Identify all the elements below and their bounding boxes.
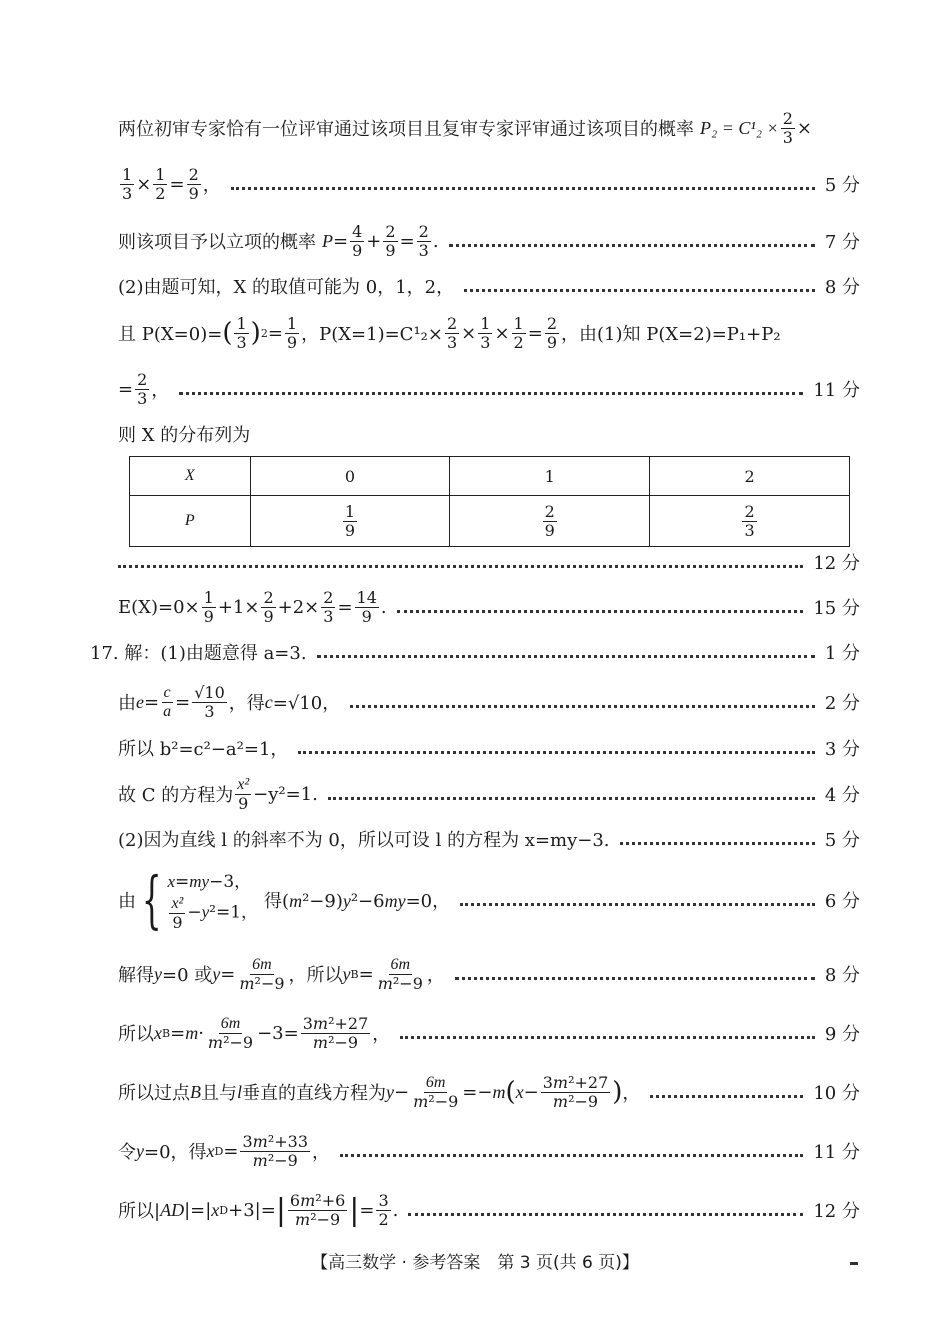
score: 10 分 [813,1083,860,1104]
line-equation-c: 故 C 的方程为 $\frac{\text{x²}}{9}$ −y²=1. 4 分 [118,775,860,813]
table-row [130,457,850,496]
table-cell: $\frac{1}{9}$ [250,496,450,547]
line-xd: 令 y =0，得 x D = $\frac{\text{3m²+33}}{\text{m²−9}}$ ， 11 分 [118,1131,860,1170]
corner-mark [850,1262,858,1265]
leader-dots [231,187,815,190]
table-cell: P [130,496,251,547]
table-cell: $\frac{2}{9}$ [450,496,650,547]
score: 2 分 [824,693,860,714]
leader-dots [455,977,815,980]
score: 12 分 [813,553,860,574]
line-xb: 所以 x B = m · $\frac{6m}{\text{m²−9}}$ −3= $\frac{\text{3m²+27}}{\text{m²−9}}$ ， 9 分 [118,1013,860,1052]
line-prob-approve: 则该项目予以立项的概率 P = $\frac{4}{9}$ + $\frac{2}{9}$ = $\frac{2}{3}$ . 7 分 [118,221,860,260]
frac-2-3: $\frac{2}{3}$ [782,108,793,147]
score: 12 分 [813,1201,860,1222]
line-perp: 所以过点 B 且与 l 垂直的直线方程为 y − $\frac{6m}{\text{m²−9}}$ =− m ( x − $\frac{\text{3m²+27}}{\text{m²−9}}$ ) ， 10 分 [118,1072,860,1111]
leader-dots [328,797,815,800]
leader-dots [449,244,815,247]
score: 6 分 [824,891,860,912]
line-p2-result: $\frac{1}{3}$ × $\frac{1}{2}$ = $\frac{2}{9}$ ， 5 分 [122,164,860,203]
line-line-l: (2)因为直线 l 的斜率不为 0，所以可设 l 的方程为 x=my−3. 5 分 [118,819,860,859]
score: 11 分 [813,1142,860,1163]
table-cell: 2 [650,457,850,496]
score: 5 分 [824,830,860,851]
leader-dots [350,705,815,708]
leader-dots [298,751,814,754]
leader-dots [397,610,804,613]
table-cell: $\frac{2}{3}$ [650,496,850,547]
line-table-score [118,542,860,582]
line-ad: 所以| AD |=| x D +3|= | $\frac{\text{6m²+6}}{\text{m²−9}}$ | = $\frac{3}{2}$ . 12 分 [118,1190,860,1229]
leader-dots [460,903,815,906]
line-b-squared: 所以 b²=c²−a²=1， 3 分 [118,728,860,768]
leader-dots [118,565,803,568]
leader-dots [340,1154,803,1157]
score: 9 分 [824,1024,860,1045]
table-cell: 0 [250,457,450,496]
score: 4 分 [824,785,860,806]
p2-expr: P₂ = C¹₂ × [700,117,779,138]
line-p2-intro: 两位初审专家恰有一位评审通过该项目且复审专家评审通过该项目的概率 P₂ = C¹₂ × $\frac{2}{3}$ × [118,108,812,147]
leader-dots [620,842,815,845]
line-eccentricity: 由 e = $\frac{c}{a}$ = $\frac{√10}{3}$ ，得 c =√10， 2 分 [118,682,860,721]
score: 5 分 [824,175,860,196]
leader-dots [650,1095,803,1098]
page-footer: 【高三数学 · 参考答案 第 3 页(共 6 页)】 [311,1253,639,1273]
table-row [130,496,850,547]
score: 11 分 [813,380,860,401]
line-probabilities: 且 P(X=0)= ( $\frac{1}{3}$ ) 2 = $\frac{1}{9}$ ，P(X=1)=C¹₂× $\frac{2}{3}$ × $\frac{1}{3}$ × $\frac{1}{2}$ = $\frac{2}{9}$ ，由(1)知 P(X=2)=P₁+P₂ [118,313,781,352]
line-q17-head: 17. 解：(1)由题意得 a=3. 1 分 [90,632,860,672]
line-system: 由 { x=my−3， $\frac{\text{x²}}{9}$ −y²=1， 得(m²−9)y²−6my=0， 6 分 [118,863,860,936]
leader-dots [464,289,815,292]
leader-dots [317,655,815,658]
line-px2: = $\frac{2}{3}$ ， 11 分 [118,369,860,408]
score: 15 分 [813,598,860,619]
score: 7 分 [824,232,860,253]
score: 8 分 [824,277,860,298]
line-expectation: E(X)=0× $\frac{1}{9}$ +1× $\frac{2}{9}$ +2× $\frac{2}{3}$ = $\frac{14}{9}$ . 15 分 [118,587,860,626]
line-part2-values: (2)由题可知，X 的取值可能为 0，1，2， 8 分 [118,266,860,306]
score: 8 分 [824,965,860,986]
score: 1 分 [824,643,860,664]
line-dist-intro: 则 X 的分布列为 [118,425,251,446]
line-solve-y: 解得 y =0 或 y = $\frac{6m}{\text{m²−9}}$ ，所以 y B = $\frac{6m}{\text{m²−9}}$ ， 8 分 [118,955,860,993]
leader-dots [179,392,803,395]
distribution-table [129,456,850,547]
table-cell: 1 [450,457,650,496]
table-cell: X [130,457,251,496]
leader-dots [408,1213,803,1216]
score: 3 分 [824,739,860,760]
leader-dots [400,1036,815,1039]
